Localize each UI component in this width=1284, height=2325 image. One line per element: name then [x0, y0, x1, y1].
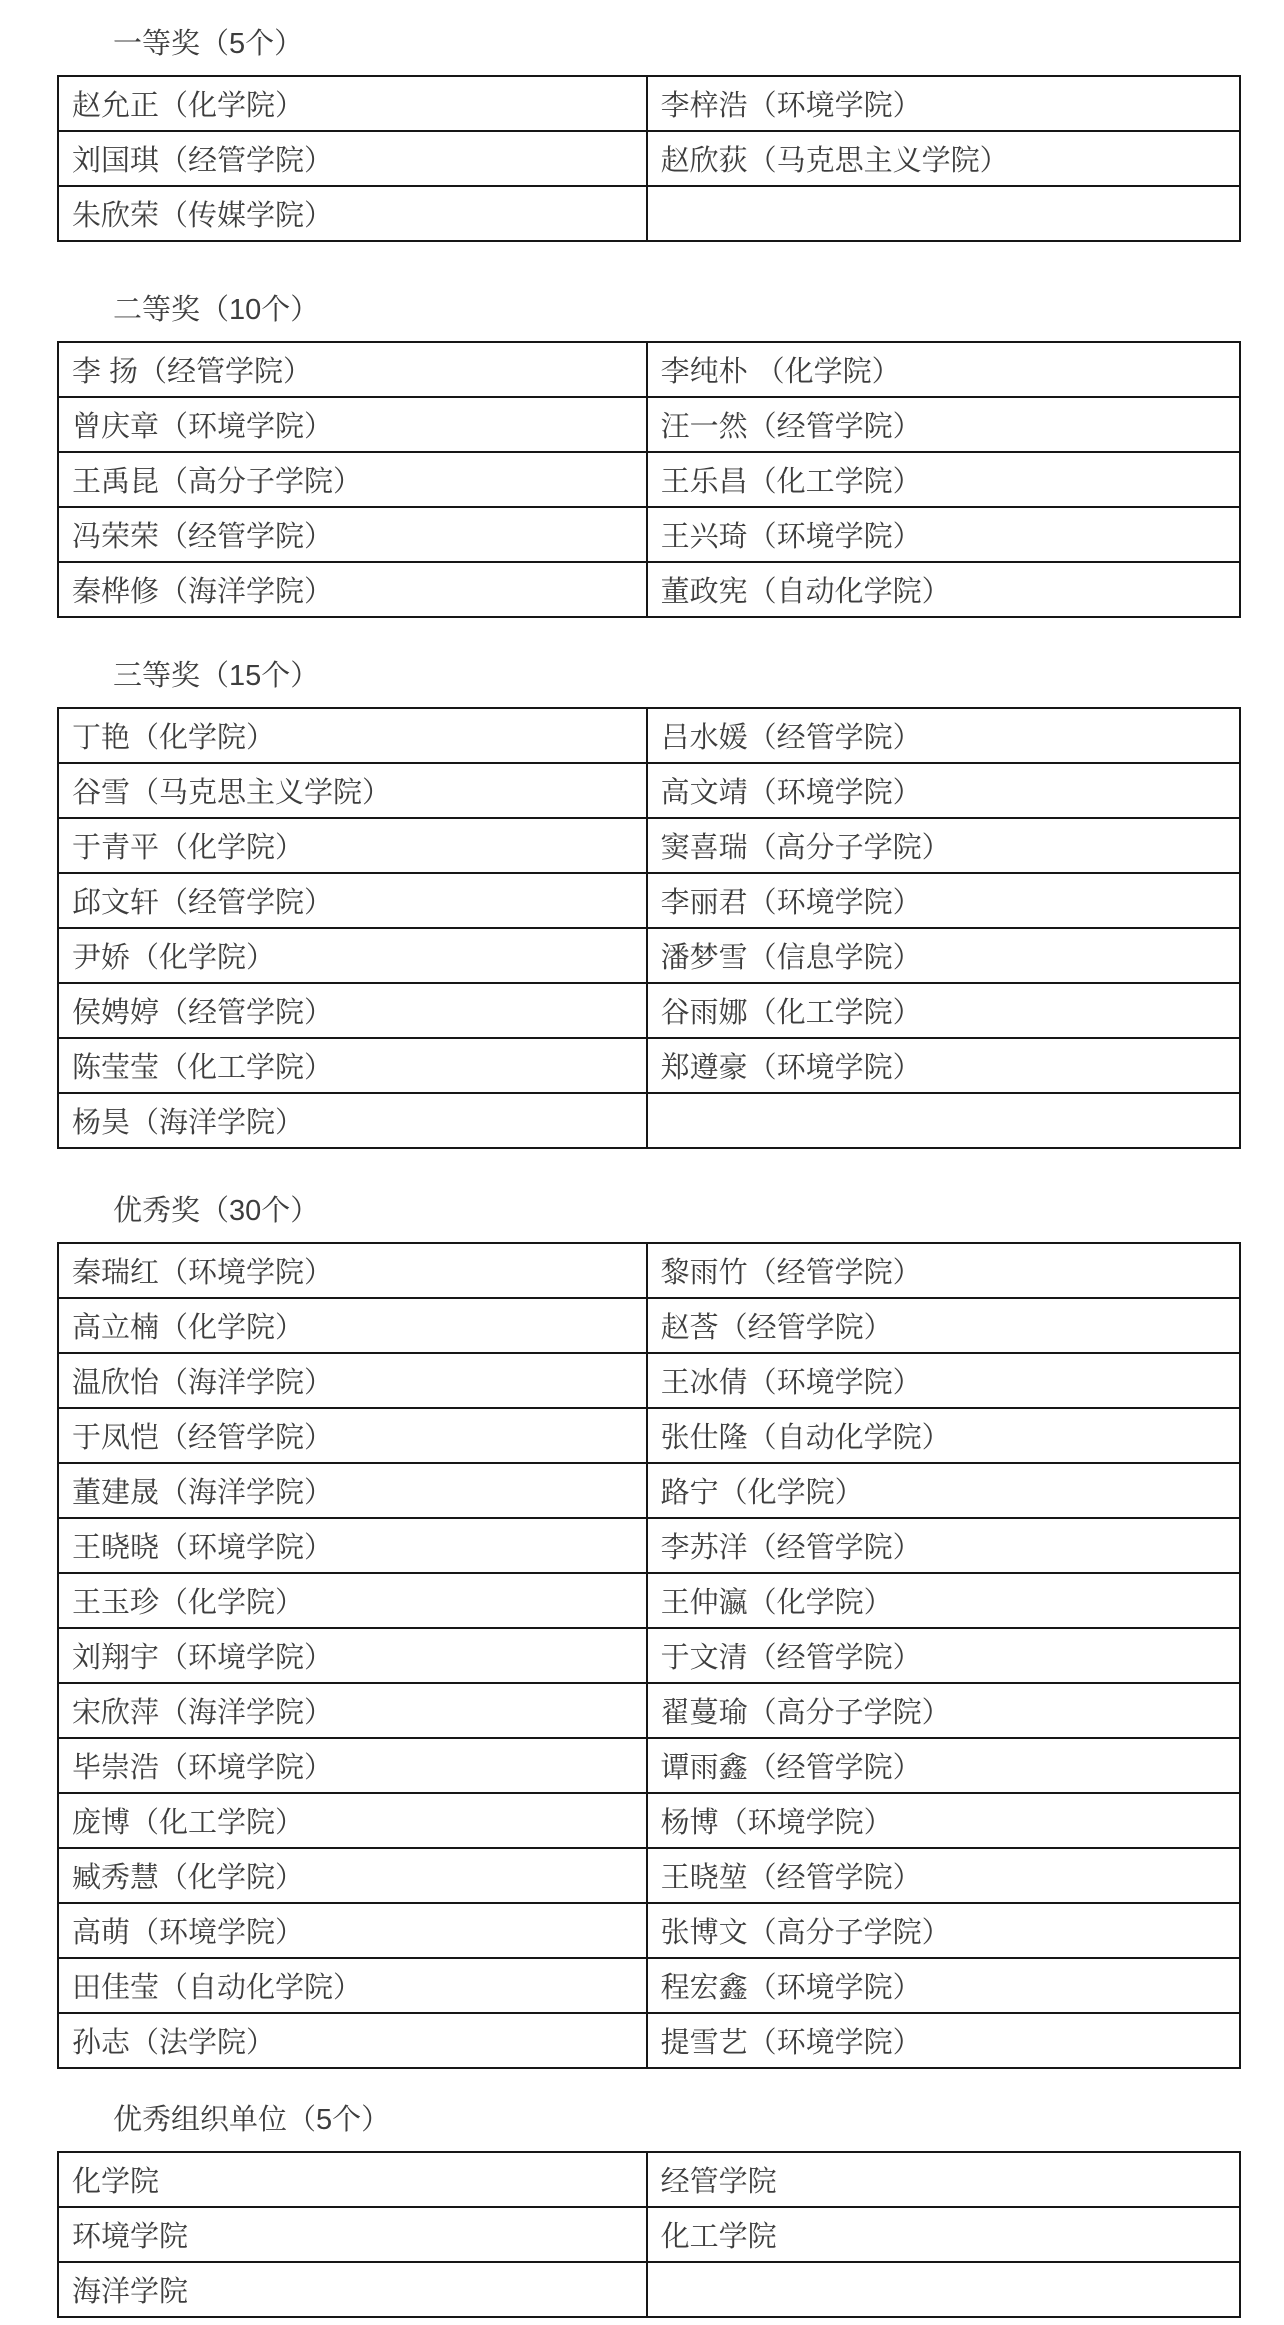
table-row [58, 708, 1240, 763]
table-cell: 朱欣荣（传媒学院） [58, 186, 647, 241]
table-cell: 王冰倩（环境学院） [647, 1353, 1240, 1408]
table-cell: 曾庆章（环境学院） [58, 397, 647, 452]
table-cell: 高立楠（化学院） [58, 1298, 647, 1353]
table-row [58, 397, 1240, 452]
award-section [0, 2104, 1284, 2318]
table-row [58, 186, 1240, 241]
table-row [58, 1408, 1240, 1463]
table-row [58, 2152, 1240, 2207]
sections-container [0, 28, 1284, 2318]
table-row [58, 1903, 1240, 1958]
table-cell: 秦桦修（海洋学院） [58, 562, 647, 617]
table-cell: 提雪艺（环境学院） [647, 2013, 1240, 2068]
table-cell: 李苏洋（经管学院） [647, 1518, 1240, 1573]
table-cell: 潘梦雪（信息学院） [647, 928, 1240, 983]
table-cell: 经管学院 [647, 2152, 1240, 2207]
section-title: 优秀组织单位（5个） [113, 2104, 391, 2136]
table-row [58, 928, 1240, 983]
table-cell: 赵莟（经管学院） [647, 1298, 1240, 1353]
table-row [58, 1848, 1240, 1903]
table-row [58, 983, 1240, 1038]
table-cell: 窦喜瑞（高分子学院） [647, 818, 1240, 873]
table-cell: 于青平（化学院） [58, 818, 647, 873]
table-row [58, 507, 1240, 562]
table-row [58, 2262, 1240, 2317]
award-section [0, 660, 1284, 1149]
table-cell [647, 186, 1240, 241]
table-cell: 邱文轩（经管学院） [58, 873, 647, 928]
table-cell: 刘翔宇（环境学院） [58, 1628, 647, 1683]
table-row [58, 763, 1240, 818]
table-cell: 张博文（高分子学院） [647, 1903, 1240, 1958]
table-row [58, 1793, 1240, 1848]
table-row [58, 818, 1240, 873]
table-row [58, 76, 1240, 131]
table-cell: 董政宪（自动化学院） [647, 562, 1240, 617]
table-cell: 高文靖（环境学院） [647, 763, 1240, 818]
table-cell: 谭雨鑫（经管学院） [647, 1738, 1240, 1793]
table-row [58, 1038, 1240, 1093]
table-row [58, 1463, 1240, 1518]
table-row [58, 1958, 1240, 2013]
table-cell: 张仕隆（自动化学院） [647, 1408, 1240, 1463]
table-row [58, 1683, 1240, 1738]
awards-table [57, 1242, 1241, 2069]
table-cell [647, 1093, 1240, 1148]
awards-table [57, 707, 1241, 1149]
table-cell: 郑遵豪（环境学院） [647, 1038, 1240, 1093]
table-cell: 杨昊（海洋学院） [58, 1093, 647, 1148]
table-cell: 翟蔓瑜（高分子学院） [647, 1683, 1240, 1738]
table-row [58, 1628, 1240, 1683]
table-cell: 谷雨娜（化工学院） [647, 983, 1240, 1038]
table-cell: 李梓浩（环境学院） [647, 76, 1240, 131]
table-cell: 刘国琪（经管学院） [58, 131, 647, 186]
table-cell: 王晓晓（环境学院） [58, 1518, 647, 1573]
table-cell: 尹娇（化学院） [58, 928, 647, 983]
table-cell: 宋欣萍（海洋学院） [58, 1683, 647, 1738]
table-cell: 丁艳（化学院） [58, 708, 647, 763]
table-cell: 王玉珍（化学院） [58, 1573, 647, 1628]
table-cell: 毕崇浩（环境学院） [58, 1738, 647, 1793]
table-cell: 李纯朴 （化学院） [647, 342, 1240, 397]
table-cell: 赵允正（化学院） [58, 76, 647, 131]
table-cell: 于凤恺（经管学院） [58, 1408, 647, 1463]
table-row [58, 562, 1240, 617]
awards-table [57, 2151, 1241, 2318]
table-cell: 孙志（法学院） [58, 2013, 647, 2068]
award-section [0, 1195, 1284, 2069]
table-cell: 冯荣荣（经管学院） [58, 507, 647, 562]
table-cell: 化工学院 [647, 2207, 1240, 2262]
table-cell: 环境学院 [58, 2207, 647, 2262]
section-title: 优秀奖（30个） [113, 1195, 320, 1227]
award-section [0, 294, 1284, 618]
table-row [58, 1518, 1240, 1573]
table-row [58, 2207, 1240, 2262]
table-row [58, 1093, 1240, 1148]
table-cell: 王禹昆（高分子学院） [58, 452, 647, 507]
table-cell: 董建晟（海洋学院） [58, 1463, 647, 1518]
table-cell: 汪一然（经管学院） [647, 397, 1240, 452]
awards-table [57, 75, 1241, 242]
section-title: 一等奖（5个） [113, 28, 304, 60]
table-cell [647, 2262, 1240, 2317]
table-row [58, 131, 1240, 186]
table-cell: 田佳莹（自动化学院） [58, 1958, 647, 2013]
table-row [58, 1738, 1240, 1793]
section-title: 二等奖（10个） [113, 294, 320, 326]
table-cell: 陈莹莹（化工学院） [58, 1038, 647, 1093]
table-cell: 赵欣荻（马克思主义学院） [647, 131, 1240, 186]
table-cell: 王兴琦（环境学院） [647, 507, 1240, 562]
table-cell: 庞博（化工学院） [58, 1793, 647, 1848]
table-cell: 李丽君（环境学院） [647, 873, 1240, 928]
table-cell: 程宏鑫（环境学院） [647, 1958, 1240, 2013]
table-cell: 路宁（化学院） [647, 1463, 1240, 1518]
table-cell: 侯娉婷（经管学院） [58, 983, 647, 1038]
table-cell: 海洋学院 [58, 2262, 647, 2317]
awards-table [57, 341, 1241, 618]
table-cell: 吕水媛（经管学院） [647, 708, 1240, 763]
table-row [58, 2013, 1240, 2068]
table-row [58, 342, 1240, 397]
table-cell: 化学院 [58, 2152, 647, 2207]
section-title: 三等奖（15个） [113, 660, 320, 692]
table-cell: 臧秀慧（化学院） [58, 1848, 647, 1903]
table-row [58, 1243, 1240, 1298]
table-cell: 温欣怡（海洋学院） [58, 1353, 647, 1408]
table-cell: 于文清（经管学院） [647, 1628, 1240, 1683]
table-cell: 王晓堃（经管学院） [647, 1848, 1240, 1903]
table-cell: 黎雨竹（经管学院） [647, 1243, 1240, 1298]
table-row [58, 1353, 1240, 1408]
table-cell: 王乐昌（化工学院） [647, 452, 1240, 507]
table-cell: 谷雪（马克思主义学院） [58, 763, 647, 818]
table-row [58, 1298, 1240, 1353]
table-row [58, 452, 1240, 507]
table-cell: 高萌（环境学院） [58, 1903, 647, 1958]
award-section [0, 28, 1284, 242]
table-cell: 王仲瀛（化学院） [647, 1573, 1240, 1628]
table-cell: 杨博（环境学院） [647, 1793, 1240, 1848]
table-row [58, 873, 1240, 928]
table-row [58, 1573, 1240, 1628]
table-cell: 秦瑞红（环境学院） [58, 1243, 647, 1298]
table-cell: 李 扬（经管学院） [58, 342, 647, 397]
